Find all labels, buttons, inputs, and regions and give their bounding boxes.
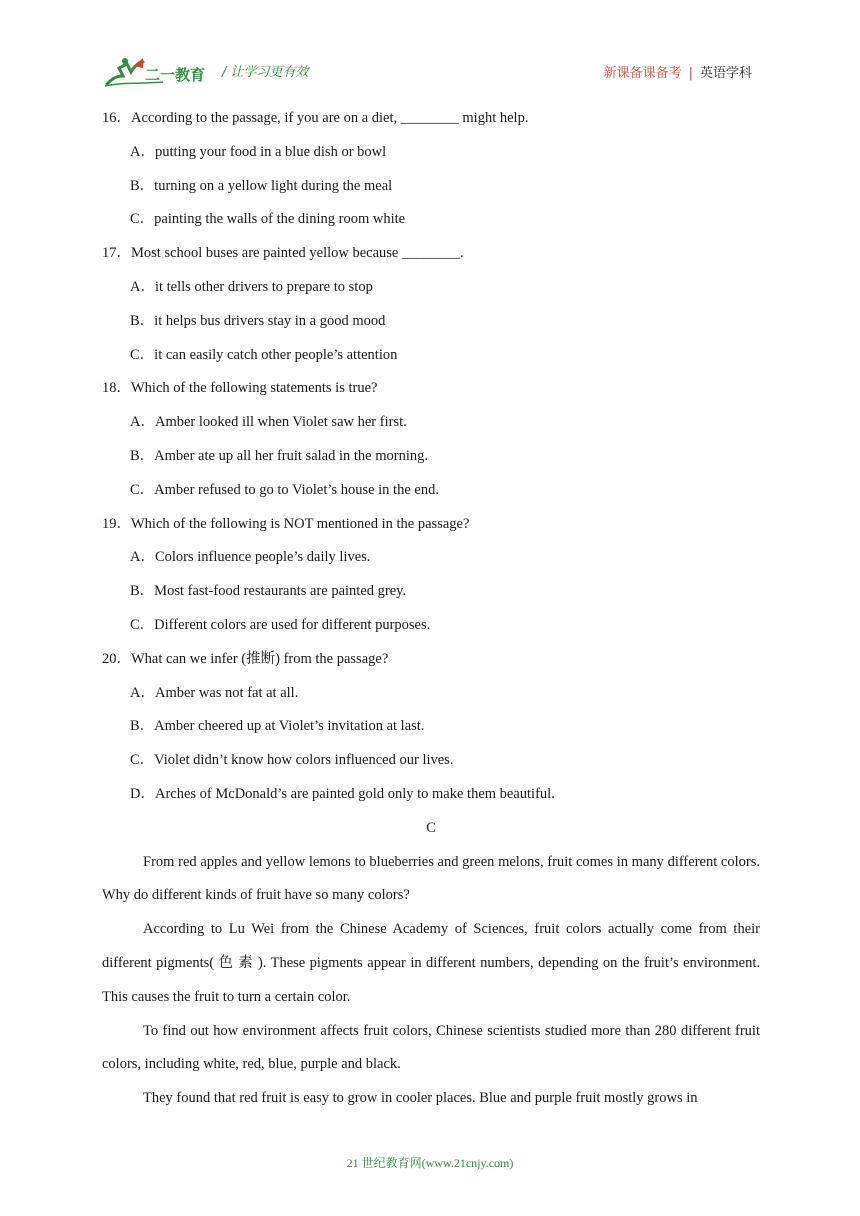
question-stem: 20．What can we infer (推断) from the passage? xyxy=(102,650,389,667)
question-stem: 19．Which of the following is NOT mentioned in the passage? xyxy=(102,515,470,532)
question-option: A．putting your food in a blue dish or bowl xyxy=(130,143,387,160)
question-option: B．Amber ate up all her fruit salad in the morning. xyxy=(130,447,428,464)
brand-logo xyxy=(103,56,213,90)
section-title: C xyxy=(426,819,436,836)
header-label-subject: 英语学科 xyxy=(699,66,752,81)
header-slogan: / 让学习更有效 xyxy=(222,65,309,80)
question-option: C．painting the walls of the dining room white xyxy=(130,211,406,228)
document-body xyxy=(102,102,760,1116)
question-option: C．Amber refused to go to Violet’s house in the end. xyxy=(130,481,439,498)
question-20 xyxy=(102,643,760,812)
question-option: B．Most fast-food restaurants are painted grey. xyxy=(130,583,407,600)
question-option: C．Violet didn’t know how colors influenced our lives. xyxy=(130,752,454,769)
question-option: B．turning on a yellow light during the meal xyxy=(130,177,393,194)
question-19 xyxy=(102,508,760,643)
question-option: A．it tells other drivers to prepare to stop xyxy=(130,278,373,295)
question-option: C．Different colors are used for different purposes. xyxy=(130,616,431,633)
question-option: A．Amber was not fat at all. xyxy=(130,684,299,701)
question-option: B．it helps bus drivers stay in a good mood xyxy=(130,312,386,329)
logo-text: 二一教育 xyxy=(145,66,206,84)
question-17 xyxy=(102,237,760,372)
page-footer: 21 世纪教育网(www.21cnjy.com) xyxy=(346,1156,514,1170)
question-stem: 16．According to the passage, if you are on a diet, ________ might help. xyxy=(102,110,529,126)
question-option: A．Colors influence people’s daily lives. xyxy=(130,549,371,566)
question-option: A．Amber looked ill when Violet saw her first. xyxy=(130,414,407,431)
page-header xyxy=(0,0,860,100)
header-separator: | xyxy=(688,66,693,81)
passage-paragraph: According to Lu Wei from the Chinese Academy of Sciences, fruit colors actually come from their different pigments( 色 素 ). These pigments appear in different numbers, depending on the fruit’s environment. This causes the fruit to turn a certain color. xyxy=(102,921,760,1005)
question-18 xyxy=(102,372,760,507)
passage-paragraph: To find out how environment affects fruit colors, Chinese scientists studied more than 280 different fruit colors, including white, red, blue, purple and black. xyxy=(102,1022,760,1073)
question-option: B．Amber cheered up at Violet’s invitation at last. xyxy=(130,718,425,735)
question-option: D．Arches of McDonald’s are painted gold only to make them beautiful. xyxy=(130,785,555,802)
passage-paragraph: From red apples and yellow lemons to blueberries and green melons, fruit comes in many different colors. Why do different kinds of fruit have so many colors? xyxy=(102,853,760,904)
passage-paragraph: They found that red fruit is easy to grow in cooler places. Blue and purple fruit mostly grows in xyxy=(143,1090,698,1107)
header-label-prep: 新课备课备考 xyxy=(603,66,682,81)
question-stem: 18．Which of the following statements is true? xyxy=(102,380,378,397)
question-stem: 17．Most school buses are painted yellow because ________. xyxy=(102,245,464,262)
header-right xyxy=(604,62,752,81)
question-option: C．it can easily catch other people’s attention xyxy=(130,346,398,363)
question-16 xyxy=(102,102,760,237)
